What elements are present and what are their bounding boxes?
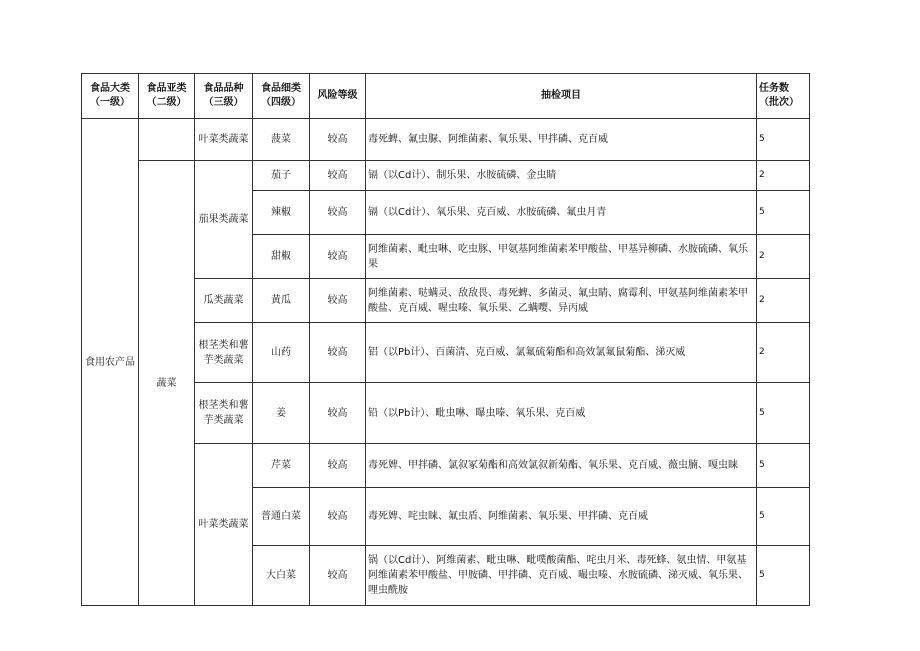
items-cell: 镉（以Cd计）、制乐果、水胺硫磷、金虫睛 bbox=[366, 161, 757, 191]
tasks-cell: 2 bbox=[757, 161, 810, 191]
header-variety: 食品品种（三级） bbox=[195, 74, 253, 119]
risk-cell: 较高 bbox=[310, 444, 366, 488]
tasks-cell: 5 bbox=[757, 488, 810, 546]
detail-cell: 芹菜 bbox=[253, 444, 310, 488]
items-cell: 毒死蜱、氟虫脲、阿维菌素、氧乐果、甲拌磷、克百威 bbox=[366, 119, 757, 161]
items-cell: 锅（以Cd计）、阿维菌素、毗虫啉、毗噗酸菌酯、咤虫月米、毒死蜂、氨虫情、甲氨基阿维菌素苯甲酸盐、甲胺磷、甲拌磷、克百威、嘬虫嗪、水胺硫磷、涕灭威、氧乐果、哩虫酰胺 bbox=[366, 546, 757, 606]
variety-cell: 叶菜类蔬菜 bbox=[195, 119, 253, 161]
tasks-cell: 5 bbox=[757, 119, 810, 161]
sub-category-cell: 蔬菜 bbox=[139, 161, 195, 606]
risk-cell: 较高 bbox=[310, 488, 366, 546]
tasks-cell: 5 bbox=[757, 383, 810, 444]
tasks-cell: 2 bbox=[757, 279, 810, 323]
detail-cell: 大白菜 bbox=[253, 546, 310, 606]
variety-cell: 瓜类蔬菜 bbox=[195, 279, 253, 323]
items-cell: 毒死婢、咤虫睐、氟虫盾、阿维菌素、氧乐果、甲拌磷、克百威 bbox=[366, 488, 757, 546]
tasks-cell: 2 bbox=[757, 235, 810, 279]
detail-cell: 菠菜 bbox=[253, 119, 310, 161]
items-cell: 铝（以Pb计）、百菌清、克百威、氯氟硫菊酯和高效氯氟鼠菊酯、涕灭威 bbox=[366, 323, 757, 383]
header-task-count: 任务数（批次） bbox=[757, 74, 810, 119]
risk-cell: 较高 bbox=[310, 235, 366, 279]
table-row bbox=[82, 161, 810, 191]
risk-cell: 较高 bbox=[310, 323, 366, 383]
variety-cell: 茄果类蔬菜 bbox=[195, 161, 253, 279]
risk-cell: 较高 bbox=[310, 546, 366, 606]
detail-cell: 山药 bbox=[253, 323, 310, 383]
tasks-cell: 5 bbox=[757, 546, 810, 606]
risk-cell: 较高 bbox=[310, 119, 366, 161]
risk-cell: 较高 bbox=[310, 279, 366, 323]
header-inspection-items: 抽检项目 bbox=[366, 74, 757, 119]
detail-cell: 普通白菜 bbox=[253, 488, 310, 546]
detail-cell: 茄子 bbox=[253, 161, 310, 191]
detail-cell: 甜椒 bbox=[253, 235, 310, 279]
detail-cell: 黄瓜 bbox=[253, 279, 310, 323]
variety-cell: 根茎类和薯芋类蔬菜 bbox=[195, 323, 253, 383]
major-category-cell: 食用农产品 bbox=[82, 119, 139, 606]
header-risk-level: 风险等级 bbox=[310, 74, 366, 119]
header-major-category: 食品大类（一级） bbox=[82, 74, 139, 119]
items-cell: 阿维菌素、哒螨灵、敌敌畏、毒死蜱、多菌灵、氟虫睛、腐霉利、甲氨基阿维菌素苯甲酸盐、克百威、喔虫嗪、氧乐果、乙螨嘤、异丙威 bbox=[366, 279, 757, 323]
detail-cell: 辣椒 bbox=[253, 191, 310, 235]
header-row bbox=[82, 74, 810, 119]
sub-category-empty-cell bbox=[139, 119, 195, 161]
header-detail: 食品细类（四级） bbox=[253, 74, 310, 119]
risk-cell: 较高 bbox=[310, 191, 366, 235]
items-cell: 镉（以Cd计）、氧乐果、克百威、水胺硫磷、氟虫月青 bbox=[366, 191, 757, 235]
tasks-cell: 5 bbox=[757, 191, 810, 235]
risk-cell: 较高 bbox=[310, 161, 366, 191]
tasks-cell: 2 bbox=[757, 323, 810, 383]
items-cell: 毒死婢、甲拌磷、氯叙冢菊酯和高效氯叙新菊酯、氧乐果、克百威、薇虫腩、嘎虫睐 bbox=[366, 444, 757, 488]
variety-cell: 根茎类和薯芋类蔬菜 bbox=[195, 383, 253, 444]
inspection-table-container bbox=[81, 73, 810, 606]
header-sub-category: 食品亚类（二级） bbox=[139, 74, 195, 119]
risk-cell: 较高 bbox=[310, 383, 366, 444]
detail-cell: 姜 bbox=[253, 383, 310, 444]
table-row bbox=[82, 119, 810, 161]
tasks-cell: 5 bbox=[757, 444, 810, 488]
variety-cell: 叶菜类蔬菜 bbox=[195, 444, 253, 606]
items-cell: 铅（以Pb计）、毗虫啉、曝虫嗪、氧乐果、克百威 bbox=[366, 383, 757, 444]
inspection-table bbox=[81, 73, 810, 606]
items-cell: 阿维菌素、毗虫啉、吃虫豚、甲氨基阿维菌素苯甲酸盐、甲基异柳磷、水胺硫磷、氧乐果 bbox=[366, 235, 757, 279]
